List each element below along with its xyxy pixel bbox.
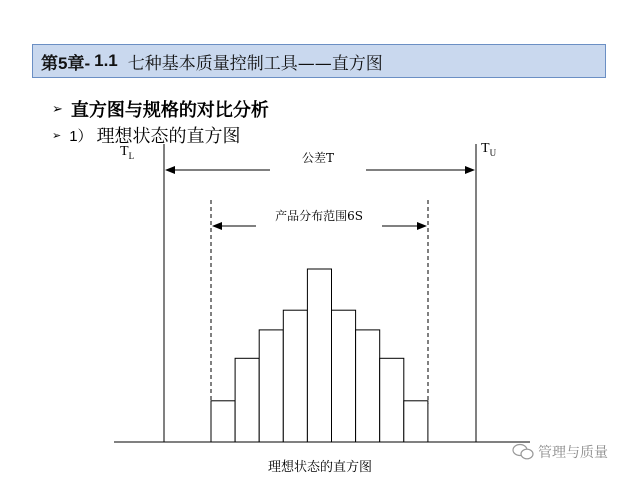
histogram-bar-8 [380, 358, 404, 442]
arrow-bullet-icon: ➢ [52, 101, 63, 117]
histogram-bar-1 [211, 401, 235, 442]
histogram-bar-3 [259, 330, 283, 442]
histogram-bar-2 [235, 358, 259, 442]
watermark [512, 442, 608, 462]
chat-bubble-icon [512, 443, 534, 461]
spread-label: 产品分布范围6S [275, 209, 363, 223]
histogram-bar-5 [307, 269, 331, 442]
upper-limit-label: $T_U$ [481, 141, 497, 158]
histogram-bar-9 [404, 401, 428, 442]
section-number: 1.1 [94, 51, 118, 70]
tolerance-label: 公差T [301, 151, 335, 165]
lower-limit-label: $T_L$ [120, 144, 135, 161]
figure-caption: 理想状态的直方图 [267, 460, 372, 475]
slide-title: 七种基本质量控制工具——直方图 [127, 53, 383, 74]
chapter-label: 第5章- [41, 53, 91, 73]
bullet-sub-index: 1） [69, 127, 93, 145]
bullet-sub-text: 理想状态的直方图 [96, 126, 241, 147]
histogram-bar-6 [332, 310, 356, 442]
histogram-bars [211, 269, 428, 442]
histogram-bar-7 [356, 330, 380, 442]
arrow-bullet-icon: ➢ [52, 128, 62, 142]
histogram-bar-4 [283, 310, 307, 442]
bullet-main-text: 直方图与规格的对比分析 [70, 100, 269, 121]
watermark-text: 管理与质量 [538, 445, 608, 461]
